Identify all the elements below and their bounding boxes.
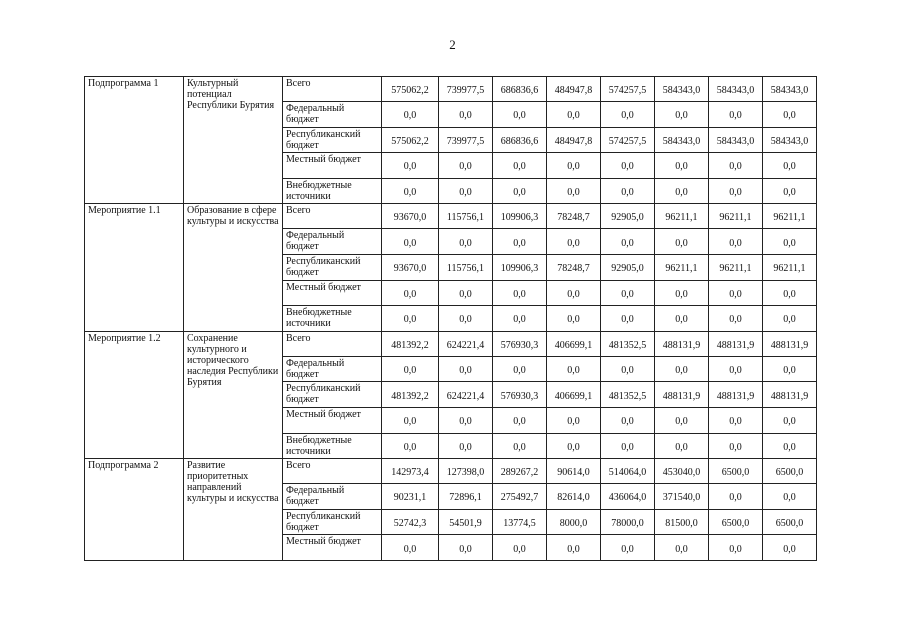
- value-cell: 0,0: [493, 535, 547, 561]
- funding-source-cell: Местный бюджет: [283, 280, 382, 306]
- value-cell: 0,0: [382, 306, 439, 332]
- value-cell: 0,0: [601, 178, 655, 204]
- value-cell: 0,0: [709, 102, 763, 128]
- value-cell: 0,0: [382, 356, 439, 382]
- value-cell: 0,0: [709, 484, 763, 510]
- value-cell: 686836,6: [493, 127, 547, 153]
- value-cell: 6500,0: [709, 459, 763, 484]
- value-cell: 481392,2: [382, 331, 439, 356]
- value-cell: 115756,1: [439, 254, 493, 280]
- table-row: [85, 204, 817, 229]
- value-cell: 78000,0: [601, 509, 655, 535]
- funding-source-cell: Внебюджетные источники: [283, 433, 382, 459]
- value-cell: 481352,5: [601, 382, 655, 408]
- value-cell: 0,0: [439, 535, 493, 561]
- value-cell: 488131,9: [763, 382, 817, 408]
- program-cell: Подпрограмма 1: [85, 77, 184, 204]
- value-cell: 481352,5: [601, 331, 655, 356]
- value-cell: 0,0: [763, 280, 817, 306]
- value-cell: 0,0: [655, 356, 709, 382]
- value-cell: 371540,0: [655, 484, 709, 510]
- value-cell: 575062,2: [382, 77, 439, 102]
- value-cell: 92905,0: [601, 204, 655, 229]
- value-cell: 0,0: [655, 407, 709, 433]
- value-cell: 0,0: [763, 153, 817, 179]
- value-cell: 90614,0: [547, 459, 601, 484]
- value-cell: 0,0: [547, 280, 601, 306]
- value-cell: 0,0: [382, 229, 439, 255]
- value-cell: 52742,3: [382, 509, 439, 535]
- value-cell: 574257,5: [601, 127, 655, 153]
- value-cell: 0,0: [709, 356, 763, 382]
- program-name-cell: Образование в сфере культуры и искусства: [184, 204, 283, 331]
- value-cell: 0,0: [547, 433, 601, 459]
- value-cell: 0,0: [763, 484, 817, 510]
- funding-source-cell: Федеральный бюджет: [283, 356, 382, 382]
- value-cell: 484947,8: [547, 127, 601, 153]
- funding-source-cell: Республиканский бюджет: [283, 127, 382, 153]
- value-cell: 488131,9: [763, 331, 817, 356]
- value-cell: 686836,6: [493, 77, 547, 102]
- value-cell: 6500,0: [763, 459, 817, 484]
- value-cell: 584343,0: [655, 77, 709, 102]
- funding-source-cell: Внебюджетные источники: [283, 306, 382, 332]
- value-cell: 0,0: [382, 102, 439, 128]
- value-cell: 584343,0: [763, 127, 817, 153]
- value-cell: 96211,1: [655, 254, 709, 280]
- value-cell: 0,0: [493, 102, 547, 128]
- table-row: [85, 459, 817, 484]
- value-cell: 0,0: [382, 535, 439, 561]
- value-cell: 275492,7: [493, 484, 547, 510]
- value-cell: 289267,2: [493, 459, 547, 484]
- value-cell: 0,0: [493, 356, 547, 382]
- value-cell: 109906,3: [493, 204, 547, 229]
- value-cell: 406699,1: [547, 331, 601, 356]
- value-cell: 0,0: [709, 433, 763, 459]
- value-cell: 488131,9: [655, 382, 709, 408]
- table-row: [85, 77, 817, 102]
- value-cell: 0,0: [763, 178, 817, 204]
- funding-source-cell: Внебюджетные источники: [283, 178, 382, 204]
- value-cell: 78248,7: [547, 204, 601, 229]
- value-cell: 0,0: [655, 433, 709, 459]
- page-number: 2: [449, 37, 456, 52]
- budget-table: [84, 76, 817, 561]
- program-name-cell: Сохранение культурного и исторического наследия Республики Бурятия: [184, 331, 283, 458]
- value-cell: 0,0: [382, 407, 439, 433]
- value-cell: 0,0: [547, 356, 601, 382]
- value-cell: 6500,0: [709, 509, 763, 535]
- value-cell: 0,0: [601, 229, 655, 255]
- value-cell: 0,0: [601, 535, 655, 561]
- table-body: [85, 77, 817, 561]
- value-cell: 0,0: [763, 407, 817, 433]
- value-cell: 0,0: [655, 306, 709, 332]
- value-cell: 0,0: [709, 178, 763, 204]
- value-cell: 584343,0: [709, 127, 763, 153]
- value-cell: 93670,0: [382, 204, 439, 229]
- funding-source-cell: Федеральный бюджет: [283, 229, 382, 255]
- value-cell: 0,0: [655, 102, 709, 128]
- value-cell: 0,0: [439, 407, 493, 433]
- funding-source-cell: Местный бюджет: [283, 153, 382, 179]
- value-cell: 0,0: [547, 178, 601, 204]
- value-cell: 93670,0: [382, 254, 439, 280]
- value-cell: 0,0: [439, 102, 493, 128]
- funding-source-cell: Всего: [283, 77, 382, 102]
- value-cell: 78248,7: [547, 254, 601, 280]
- value-cell: 739977,5: [439, 77, 493, 102]
- value-cell: 576930,3: [493, 331, 547, 356]
- value-cell: 584343,0: [763, 77, 817, 102]
- program-cell: Мероприятие 1.2: [85, 331, 184, 458]
- funding-source-cell: Республиканский бюджет: [283, 382, 382, 408]
- value-cell: 0,0: [601, 280, 655, 306]
- value-cell: 0,0: [493, 229, 547, 255]
- value-cell: 0,0: [601, 356, 655, 382]
- value-cell: 0,0: [709, 535, 763, 561]
- value-cell: 584343,0: [709, 77, 763, 102]
- value-cell: 0,0: [382, 433, 439, 459]
- value-cell: 81500,0: [655, 509, 709, 535]
- value-cell: 488131,9: [709, 331, 763, 356]
- value-cell: 13774,5: [493, 509, 547, 535]
- program-name-cell: Культурный потенциал Республики Бурятия: [184, 77, 283, 204]
- funding-source-cell: Всего: [283, 331, 382, 356]
- funding-source-cell: Республиканский бюджет: [283, 254, 382, 280]
- value-cell: 0,0: [709, 153, 763, 179]
- value-cell: 453040,0: [655, 459, 709, 484]
- value-cell: 0,0: [655, 153, 709, 179]
- value-cell: 0,0: [439, 280, 493, 306]
- value-cell: 72896,1: [439, 484, 493, 510]
- value-cell: 574257,5: [601, 77, 655, 102]
- value-cell: 0,0: [709, 306, 763, 332]
- value-cell: 96211,1: [763, 204, 817, 229]
- value-cell: 109906,3: [493, 254, 547, 280]
- value-cell: 624221,4: [439, 331, 493, 356]
- value-cell: 0,0: [547, 535, 601, 561]
- value-cell: 0,0: [547, 407, 601, 433]
- value-cell: 0,0: [601, 433, 655, 459]
- value-cell: 0,0: [709, 229, 763, 255]
- value-cell: 488131,9: [655, 331, 709, 356]
- funding-source-cell: Местный бюджет: [283, 535, 382, 561]
- value-cell: 82614,0: [547, 484, 601, 510]
- value-cell: 0,0: [439, 153, 493, 179]
- value-cell: 0,0: [763, 229, 817, 255]
- value-cell: 142973,4: [382, 459, 439, 484]
- value-cell: 0,0: [439, 229, 493, 255]
- value-cell: 0,0: [493, 407, 547, 433]
- funding-source-cell: Федеральный бюджет: [283, 484, 382, 510]
- value-cell: 0,0: [547, 306, 601, 332]
- value-cell: 0,0: [763, 356, 817, 382]
- value-cell: 92905,0: [601, 254, 655, 280]
- value-cell: 54501,9: [439, 509, 493, 535]
- value-cell: 0,0: [439, 306, 493, 332]
- value-cell: 0,0: [655, 535, 709, 561]
- value-cell: 115756,1: [439, 204, 493, 229]
- value-cell: 0,0: [547, 102, 601, 128]
- value-cell: 96211,1: [709, 204, 763, 229]
- value-cell: 0,0: [709, 407, 763, 433]
- value-cell: 584343,0: [655, 127, 709, 153]
- program-name-cell: Развитие приоритетных направлений культуры и искусства: [184, 459, 283, 561]
- value-cell: 90231,1: [382, 484, 439, 510]
- value-cell: 127398,0: [439, 459, 493, 484]
- value-cell: 0,0: [601, 102, 655, 128]
- value-cell: 481392,2: [382, 382, 439, 408]
- value-cell: 0,0: [763, 535, 817, 561]
- value-cell: 6500,0: [763, 509, 817, 535]
- value-cell: 8000,0: [547, 509, 601, 535]
- value-cell: 484947,8: [547, 77, 601, 102]
- value-cell: 0,0: [439, 356, 493, 382]
- value-cell: 0,0: [493, 153, 547, 179]
- value-cell: 0,0: [493, 178, 547, 204]
- value-cell: 406699,1: [547, 382, 601, 408]
- value-cell: 575062,2: [382, 127, 439, 153]
- value-cell: 0,0: [547, 229, 601, 255]
- value-cell: 488131,9: [709, 382, 763, 408]
- value-cell: 0,0: [493, 280, 547, 306]
- funding-source-cell: Республиканский бюджет: [283, 509, 382, 535]
- funding-source-cell: Всего: [283, 459, 382, 484]
- value-cell: 0,0: [439, 433, 493, 459]
- value-cell: 96211,1: [709, 254, 763, 280]
- value-cell: 0,0: [439, 178, 493, 204]
- value-cell: 0,0: [709, 280, 763, 306]
- value-cell: 624221,4: [439, 382, 493, 408]
- funding-source-cell: Всего: [283, 204, 382, 229]
- value-cell: 0,0: [601, 407, 655, 433]
- value-cell: 0,0: [493, 433, 547, 459]
- value-cell: 0,0: [763, 102, 817, 128]
- value-cell: 436064,0: [601, 484, 655, 510]
- funding-source-cell: Местный бюджет: [283, 407, 382, 433]
- value-cell: 0,0: [655, 280, 709, 306]
- value-cell: 576930,3: [493, 382, 547, 408]
- value-cell: 0,0: [655, 229, 709, 255]
- value-cell: 96211,1: [655, 204, 709, 229]
- value-cell: 0,0: [601, 306, 655, 332]
- funding-source-cell: Федеральный бюджет: [283, 102, 382, 128]
- program-cell: Подпрограмма 2: [85, 459, 184, 561]
- value-cell: 0,0: [763, 306, 817, 332]
- value-cell: 0,0: [601, 153, 655, 179]
- value-cell: 0,0: [763, 433, 817, 459]
- value-cell: 739977,5: [439, 127, 493, 153]
- value-cell: 0,0: [382, 280, 439, 306]
- value-cell: 0,0: [547, 153, 601, 179]
- value-cell: 0,0: [382, 153, 439, 179]
- value-cell: 0,0: [655, 178, 709, 204]
- value-cell: 0,0: [382, 178, 439, 204]
- value-cell: 514064,0: [601, 459, 655, 484]
- program-cell: Мероприятие 1.1: [85, 204, 184, 331]
- table-row: [85, 331, 817, 356]
- value-cell: 0,0: [493, 306, 547, 332]
- value-cell: 96211,1: [763, 254, 817, 280]
